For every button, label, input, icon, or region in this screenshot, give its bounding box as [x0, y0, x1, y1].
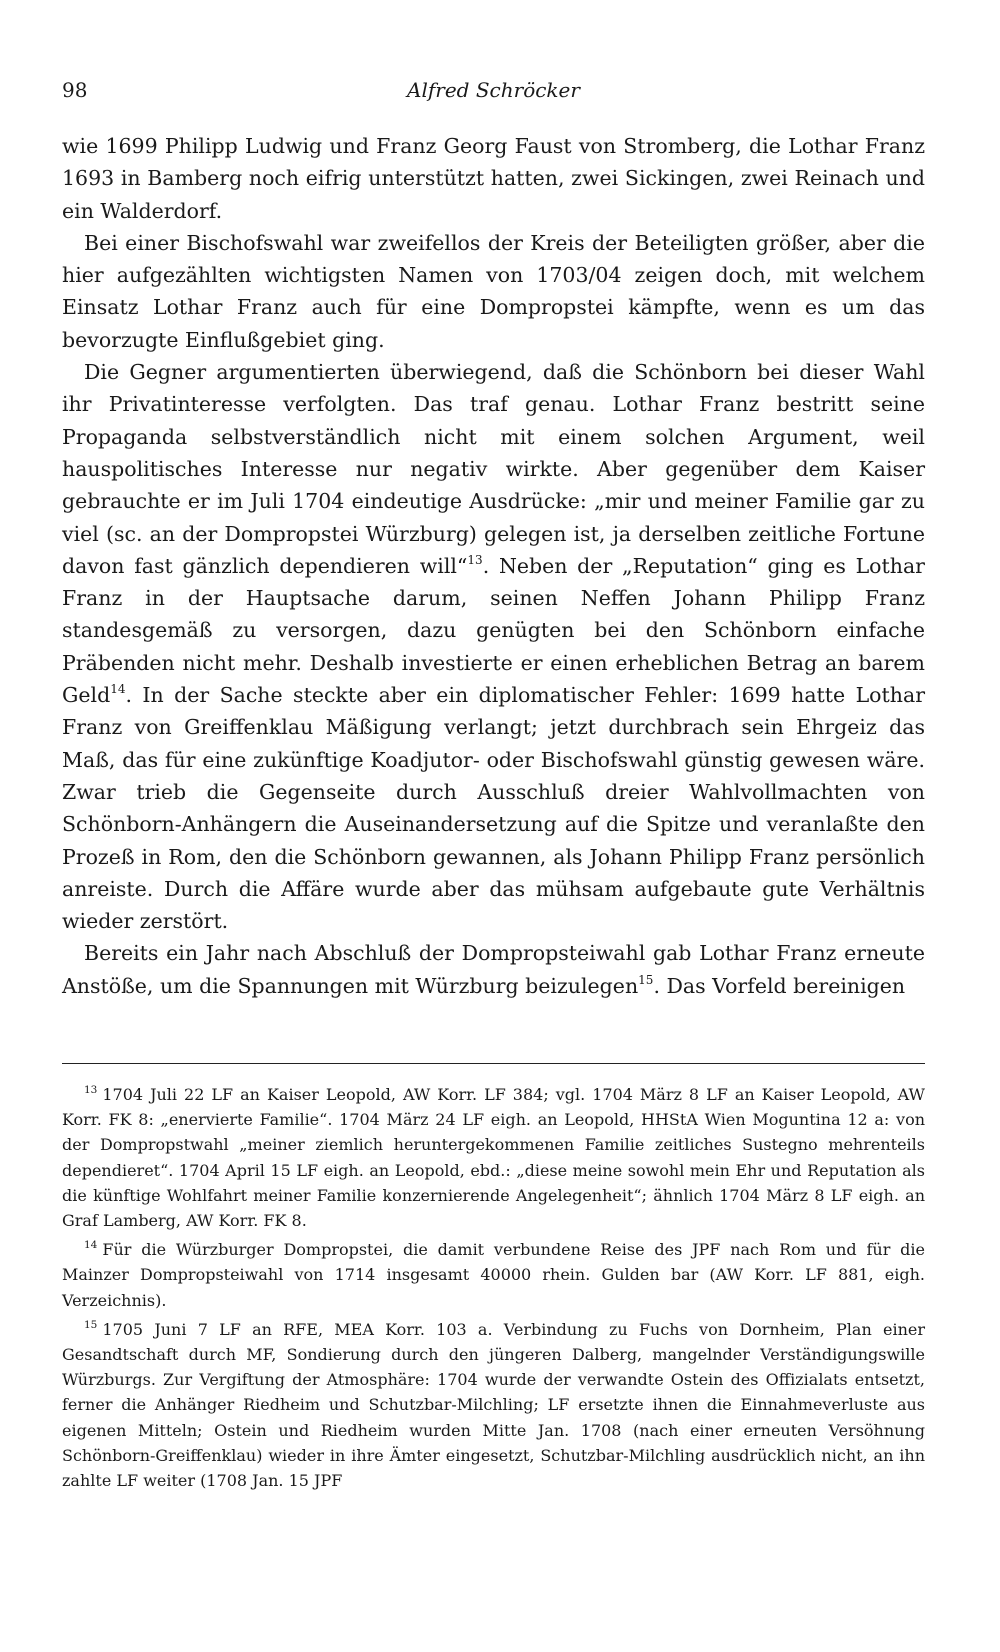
footnote-ref-13[interactable]: 13 — [467, 552, 483, 567]
page-number: 98 — [62, 78, 88, 102]
paragraph-4-text-a: Bereits ein Jahr nach Abschluß der Dompropsteiwahl gab Lothar Franz erneute Anstöße, um die Spannungen mit Würzburg beizulegen — [62, 941, 925, 998]
footnote-text: 1704 Juli 22 LF an Kaiser Leopold, AW Korr. LF 384; vgl. 1704 März 8 LF an Kaiser Leopold, AW Korr. FK 8: „enervierte Familie“. 1704 März 24 LF eigh. an Leopold, HHStA Wien Moguntina 12 a: von der Dompropstwahl „meiner ziemlich heruntergekommenen Familie zeitliches Sustegno mehrenteils dependieret“. 1704 April 15 LF eigh. an Leopold, ebd.: „diese meine sowohl mein Ehr und Reputation als die künftige Wohlfahrt meiner Familie konzernierende Angelegenheit“; ähnlich 1704 März 8 LF eigh. an Graf Lamberg, AW Korr. FK 8. — [62, 1085, 925, 1231]
paragraph-3 — [62, 356, 925, 937]
footnote-separator — [62, 1063, 925, 1064]
footnote-13 — [62, 1078, 925, 1233]
paragraph-3-text-a: Die Gegner argumentierten überwiegend, daß die Schönborn bei dieser Wahl ihr Privatinteresse verfolgten. Das traf genau. Lothar Franz bestritt seine Propaganda selbstverständlich nicht mit einem solchen Argument, weil hauspolitisches Interesse nur negativ wirkte. Aber gegenüber dem Kaiser gebrauchte er im Juli 1704 eindeutige Ausdrücke: „mir und meiner Familie gar zu viel (sc. an der Dompropstei Würzburg) gelegen ist, ja derselben zeitliche Fortune davon fast gänzlich dependieren will“ — [62, 360, 925, 578]
paragraph-4 — [62, 937, 925, 1002]
footnote-14 — [62, 1233, 925, 1313]
footnote-ref-15[interactable]: 15 — [638, 972, 654, 987]
paragraph-2: Bei einer Bischofswahl war zweifellos der Kreis der Beteiligten größer, aber die hier aufgezählten wichtigsten Namen von 1703/04 zeigen doch, mit welchem Einsatz Lothar Franz auch für eine Dompropstei kämpfte, wenn es um das bevorzugte Einflußgebiet ging. — [62, 230, 925, 352]
footnote-number: 15 — [84, 1318, 98, 1331]
footnotes — [62, 1078, 925, 1493]
page-header — [62, 78, 925, 108]
paragraph-1: wie 1699 Philipp Ludwig und Franz Georg Faust von Stromberg, die Lothar Franz 1693 in Bamberg noch eifrig unterstützt hatten, zwei Sickingen, zwei Reinach und ein Walderdorf. — [62, 134, 925, 223]
footnote-number: 13 — [84, 1084, 98, 1096]
paragraph-3-text-c: . In der Sache steckte aber ein diplomatischer Fehler: 1699 hatte Lothar Franz von Greiffenklau Mäßigung verlangt; jetzt durchbrach sein Ehrgeiz das Maß, das für eine zukünftige Koadjutor- oder Bischofswahl günstig gewesen wäre. Zwar trieb die Gegenseite durch Ausschluß dreier Wahlvollmachten von Schönborn-Anhängern die Auseinandersetzung auf die Spitze und veranlaßte den Prozeß in Rom, den die Schönborn gewannen, als Johann Philipp Franz persönlich anreiste. Durch die Affäre wurde aber das mühsam aufgebaute gute Verhältnis wieder zerstört. — [62, 683, 925, 934]
footnote-text: 1705 Juni 7 LF an RFE, MEA Korr. 103 a. Verbindung zu Fuchs von Dornheim, Plan einer Gesandtschaft durch MF, Sondierung durch den jüngeren Dalberg, mangelnder Verständigungswille Würzburgs. Zur Vergiftung der Atmosphäre: 1704 wurde der verwandte Ostein des Offizialats entsetzt, ferner die Anhänger Riedheim und Schutzbar-Milchling; LF ersetzte ihnen die Einnahmeverluste aus eigenen Mitteln; Ostein und Riedheim wurden Mitte Jan. 1708 (nach einer erneuten Versöhnung Schönborn-Greiffenklau) wieder in ihre Ämter eingesetzt, Schutzbar-Milchling ausdrücklich nicht, an ihn zahlte LF weiter (1708 Jan. 15 JPF — [62, 1319, 925, 1491]
paragraph-3-text-b: . Neben der „Reputation“ ging es Lothar Franz in der Hauptsache darum, seinen Neffen Johann Philipp Franz standesgemäß zu versorgen, dazu genügten bei den Schönborn einfache Präbenden nicht mehr. Deshalb investierte er einen erheblichen Betrag an barem Geld — [62, 553, 925, 708]
paragraph-4-text-b: . Das Vorfeld bereinigen — [653, 973, 906, 998]
footnote-text: Für die Würzburger Dompropstei, die damit verbundene Reise des JPF nach Rom und für die Mainzer Dompropsteiwahl von 1714 insgesamt 40000 rhein. Gulden bar (AW Korr. LF 881, eigh. Verzeichnis). — [62, 1240, 925, 1310]
main-text — [62, 130, 925, 1002]
footnote-ref-14[interactable]: 14 — [110, 682, 126, 697]
running-head-author: Alfred Schröcker — [407, 78, 580, 102]
footnote-number: 14 — [84, 1239, 98, 1252]
footnote-15 — [62, 1313, 925, 1493]
